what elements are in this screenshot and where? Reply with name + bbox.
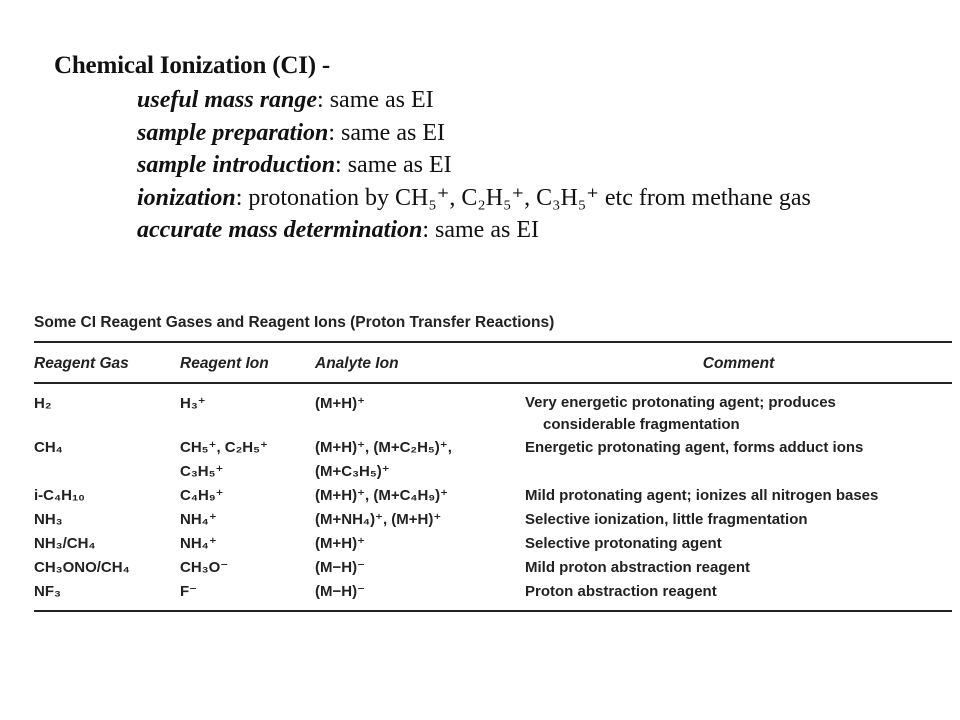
cell-reagent-gas: NH₃/CH₄ <box>34 535 96 552</box>
cell-reagent-ion <box>180 436 315 484</box>
cell-comment: Proton abstraction reagent <box>525 583 717 600</box>
reagent-table-section <box>34 314 954 612</box>
property-value: same as EI <box>341 152 452 178</box>
cell-reagent-gas: CH₃ONO/CH₄ <box>34 559 130 576</box>
property-item <box>137 214 811 247</box>
cell-reagent-ion: C₄H₉⁺ <box>180 487 224 504</box>
cell-comment: Energetic protonating agent, forms adduct ions <box>525 439 864 456</box>
property-term: sample preparation <box>137 119 329 146</box>
comment-line: Very energetic protonating agent; produces <box>525 394 836 411</box>
cell-analyte-ion <box>315 436 525 484</box>
property-separator: : <box>335 152 342 178</box>
table-row <box>34 580 952 611</box>
table-row <box>34 508 952 532</box>
cell-reagent-gas: NH₃ <box>34 511 63 528</box>
property-term: accurate mass determination <box>137 217 423 243</box>
cell-comment: Mild protonating agent; ionizes all nitrogen bases <box>525 487 879 504</box>
property-separator: : <box>317 87 324 113</box>
property-item <box>137 84 811 117</box>
cell-comment <box>525 383 952 436</box>
cell-reagent-gas: CH₄ <box>34 439 63 456</box>
property-item <box>137 149 811 182</box>
property-list <box>137 84 811 247</box>
cell-reagent-ion: H₃⁺ <box>180 395 206 412</box>
property-term: ionization <box>137 184 236 211</box>
table-caption: Some CI Reagent Gases and Reagent Ions (Proton Transfer Reactions) <box>34 314 555 331</box>
property-separator: : <box>235 184 243 211</box>
table-row <box>34 532 952 556</box>
cell-analyte-ion: (M+H)⁺ <box>315 535 365 552</box>
table-row <box>34 383 952 436</box>
ion-line: CH₅⁺, C₂H₅⁺ <box>180 439 268 456</box>
cell-comment: Mild proton abstraction reagent <box>525 559 751 576</box>
property-value: same as EI <box>429 217 539 243</box>
property-item <box>137 182 811 215</box>
analyte-line: (M+C₃H₅)⁺ <box>315 463 390 480</box>
cell-reagent-ion: F⁻ <box>180 583 198 600</box>
cell-reagent-gas: H₂ <box>34 395 52 412</box>
cell-analyte-ion: (M+H)⁺ <box>315 395 365 412</box>
table-row <box>34 484 952 508</box>
header-reagent-gas: Reagent Gas <box>34 354 129 372</box>
comment-line: considerable fragmentation <box>543 416 740 433</box>
cell-analyte-ion: (M−H)⁻ <box>315 559 365 576</box>
cell-reagent-ion: NH₄⁺ <box>180 511 217 528</box>
cell-reagent-gas: i-C₄H₁₀ <box>34 487 85 504</box>
page-heading: Chemical Ionization (CI) - <box>54 52 331 79</box>
table-header-row <box>34 342 952 383</box>
table-row <box>34 556 952 580</box>
cell-comment: Selective protonating agent <box>525 535 722 552</box>
header-analyte-ion: Analyte Ion <box>315 354 399 372</box>
property-value: same as EI <box>323 87 434 113</box>
cell-analyte-ion: (M+H)⁺, (M+C₄H₉)⁺ <box>315 487 449 504</box>
cell-reagent-ion: NH₄⁺ <box>180 535 217 552</box>
cell-reagent-ion: CH₃O⁻ <box>180 559 229 576</box>
property-value: protonation by CH₅⁺, C₂H₅⁺, C₃H₅⁺ etc from methane gas <box>242 184 811 211</box>
cell-analyte-ion: (M−H)⁻ <box>315 583 365 600</box>
reagent-gas-table <box>34 341 952 612</box>
cell-analyte-ion: (M+NH₄)⁺, (M+H)⁺ <box>315 511 442 528</box>
analyte-line: (M+H)⁺, (M+C₂H₅)⁺, <box>315 439 452 456</box>
property-item <box>137 117 811 150</box>
table-row <box>34 436 952 484</box>
property-separator: : <box>328 119 336 146</box>
cell-comment: Selective ionization, little fragmentation <box>525 511 808 528</box>
property-term: sample introduction <box>137 152 336 178</box>
header-comment: Comment <box>702 354 775 372</box>
property-term: useful mass range <box>137 87 318 113</box>
ion-line: C₃H₅⁺ <box>180 463 224 480</box>
property-value: same as EI <box>335 119 445 146</box>
cell-reagent-gas: NF₃ <box>34 583 61 600</box>
property-separator: : <box>422 217 430 243</box>
header-reagent-ion: Reagent Ion <box>180 354 269 372</box>
